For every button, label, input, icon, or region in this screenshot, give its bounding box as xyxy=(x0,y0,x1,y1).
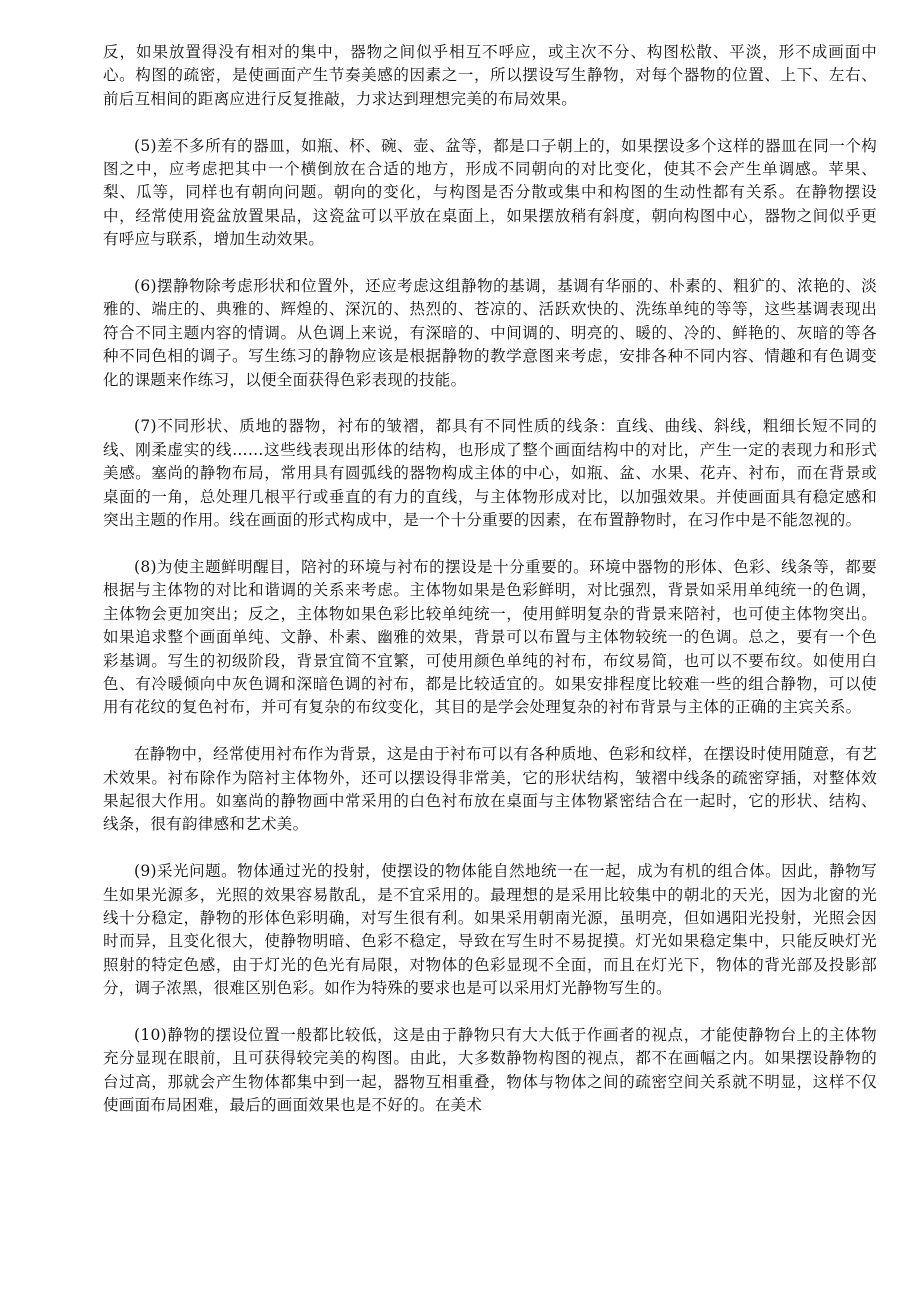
paragraph-gap xyxy=(103,252,877,275)
paragraph-gap xyxy=(103,392,877,415)
paragraph-point-8: (8)为使主题鲜明醒目，陪衬的环境与衬布的摆设是十分重要的。环境中器物的形体、色彩、线条等，都要根据与主体物的对比和谐调的关系来考虑。主体物如果是色彩鲜明，对比强烈，背景如采用单纯统一的色调，主体物会更加突出；反之，主体物如果色彩比较单纯统一，使用鲜明复杂的背景来陪衬，也可使主体物突出。如果追求整个画面单纯、文静、朴素、幽雅的效果，背景可以布置与主体物较统一的色调。总之，要有一个色彩基调。写生的初级阶段，背景宜简不宜繁，可使用颜色单纯的衬布，布纹易简，也可以不要布纹。如使用白色、有冷暖倾向中灰色调和深暗色调的衬布，都是比较适宜的。如果安排程度比较难一些的组合静物，可以使用有花纹的复色衬布，并可有复杂的布纹变化，其目的是学会处理复杂的衬布背景与主体的正确的主宾关系。 xyxy=(103,557,877,717)
paragraph-gap xyxy=(103,1001,877,1024)
paragraph-gap xyxy=(103,111,877,134)
paragraph-point-6: (6)摆静物除考虑形状和位置外，还应考虑这组静物的基调，基调有华丽的、朴素的、粗犷的、浓艳的、淡雅的、端庄的、典雅的、辉煌的、深沉的、热烈的、苍凉的、活跃欢快的、洗练单纯的等等，这些基调表现出符合不同主题内容的情调。从色调上来说，有深暗的、中间调的、明亮的、暖的、冷的、鲜艳的、灰暗的等各种不同色相的调子。写生练习的静物应该是根据静物的教学意图来考虑，安排各种不同内容、情趣和有色调变化的课题来作练习，以便全面获得色彩表现的技能。 xyxy=(103,277,877,389)
document-page xyxy=(103,0,877,1118)
paragraph-gap xyxy=(103,532,877,555)
paragraph-point-7: (7)不同形状、质地的器物，衬布的皱褶，都具有不同性质的线条：直线、曲线、斜线，粗细长短不同的线、刚柔虚实的线……这些线表现出形体的结构，也形成了整个画面结构中的对比，产生一定的表现力和形式美感。塞尚的静物布局，常用具有圆弧线的器物构成主体的中心，如瓶、盆、水果、花卉、衬布，而在背景或桌面的一角，总处理几根平行或垂直的有力的直线，与主体物形成对比，以加强效果。并使画面具有稳定感和突出主题的作用。线在画面的形式构成中，是一个十分重要的因素，在布置静物时，在习作中是不能忽视的。 xyxy=(103,417,877,530)
paragraph-point-5: (5)差不多所有的器皿，如瓶、杯、碗、壶、盆等，都是口子朝上的，如果摆设多个这样的器皿在同一个构图之中，应考虑把其中一个横倒放在合适的地方，形成不同朝向的对比变化，使其不会产生单调感。苹果、梨、瓜等，同样也有朝向问题。朝向的变化，与构图是否分散或集中和构图的生动性都有关系。在静物摆设中，经常使用瓷盆放置果品，这瓷盆可以平放在桌面上，如果摆放稍有斜度，朝向构图中心，器物之间似乎更有呼应与联系，增加生动效果。 xyxy=(103,136,877,249)
paragraph-point-9: (9)采光问题。物体通过光的投射，使摆设的物体能自然地统一在一起，成为有机的组合体。因此，静物写生如果光源多，光照的效果容易散乱，是不宜采用的。最理想的是采用比较集中的朝北的天光，因为北窗的光线十分稳定，静物的形体色彩明确，对写生很有利。如果采用朝南光源，虽明亮，但如遇阳光投射，光照会因时而异，且变化很大，使静物明暗、色彩不稳定，导致在写生时不易捉摸。灯光如果稳定集中，只能反映灯光照射的特定色感，由于灯光的色光有局限，对物体的色彩显现不全面，而且在灯光下，物体的背光部及投影部分，调子浓黑，很难区别色彩。如作为特殊的要求也是可以采用灯光静物写生的。 xyxy=(103,862,877,998)
paragraph-background-cloth: 在静物中，经常使用衬布作为背景，这是由于衬布可以有各种质地、色彩和纹样，在摆设时使用随意，有艺术效果。衬布除作为陪衬主体物外，还可以摆设得非常美，它的形状结构，皱褶中线条的疏密穿插，对整体效果起很大作用。如塞尚的静物画中常采用的白色衬布放在桌面与主体物紧密结合在一起时，它的形状、结构、线条，很有韵律感和艺术美。 xyxy=(103,745,877,834)
paragraph-point-10: (10)静物的摆设位置一般都比较低，这是由于静物只有大大低于作画者的视点，才能使静物台上的主体物充分显现在眼前，且可获得较完美的构图。由此，大多数静物构图的视点，都不在画幅之内。如果摆设静物的台过高，那就会产生物体都集中到一起，器物互相重叠，物体与物体之间的疏密空间关系就不明显，这样不仅使画面布局困难，最后的画面效果也是不好的。在美术 xyxy=(103,1025,877,1115)
paragraph-gap xyxy=(103,837,877,860)
paragraph-gap xyxy=(103,720,877,743)
paragraph-continued: 反，如果放置得没有相对的集中，器物之间似乎相互不呼应，或主次不分、构图松散、平淡，形不成画面中心。构图的疏密，是使画面产生节奏美感的因素之一，所以摆设写生静物，对每个器物的位置、上下、左右、前后互相间的距离应进行反复推敲，力求达到理想完美的布局效果。 xyxy=(103,43,877,108)
